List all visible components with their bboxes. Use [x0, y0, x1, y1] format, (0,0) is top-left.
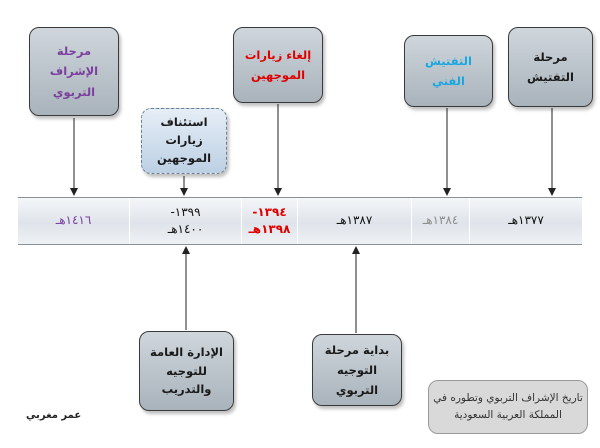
caption-box	[428, 380, 588, 434]
caption-text: تاريخ الإشراف التربوي وتطوره في المملكة العربية السعودية	[433, 392, 583, 421]
timeline-label-1416: ١٤١٦هـ	[55, 213, 92, 228]
timeline-label-1399-1400: ١٣٩٩- ١٤٠٠هـ	[167, 204, 204, 236]
visits-resumed-box	[141, 108, 227, 174]
timeline-segment-1377	[470, 198, 582, 244]
timeline-label-1387: ١٣٨٧هـ	[336, 213, 373, 228]
inspection-stage-label: مرحلة التفتيش	[527, 49, 574, 84]
timeline-segment-1399-1400	[130, 198, 242, 244]
author-name: عمر مغربي	[26, 410, 82, 421]
guidance-stage-box	[312, 334, 402, 406]
guidance-stage-label: بداية مرحلة التوجيه التربوي	[324, 342, 390, 398]
timeline-segment-1387	[298, 198, 412, 244]
supervision-stage-box	[29, 27, 119, 116]
timeline-label-1384: ١٣٨٤هـ	[422, 213, 459, 228]
general-directorate-box	[139, 331, 234, 411]
technical-inspection-box	[404, 35, 493, 107]
timeline-label-1377: ١٣٧٧هـ	[508, 213, 544, 228]
general-directorate-label: الإدارة العامة للتوجيه والتدريب	[150, 345, 223, 397]
timeline-label-1394-1398: ١٣٩٤- ١٣٩٨هـ	[248, 204, 291, 236]
inspection-stage-box	[508, 27, 593, 107]
timeline-segment-1384	[412, 198, 470, 244]
supervision-stage-label: مرحلة الإشراف التربوي	[49, 44, 99, 99]
timeline-bar	[18, 197, 582, 245]
timeline-segment-1416	[18, 198, 130, 244]
timeline-segment-1394-1398	[242, 198, 298, 244]
visits-resumed-label: استئناف زيارات الموجهين	[156, 115, 212, 165]
visits-cancelled-label: إلغاء زيارات الموجهين	[244, 47, 312, 82]
visits-cancelled-box	[233, 27, 323, 103]
technical-inspection-label: التفتيش الفني	[425, 53, 472, 88]
